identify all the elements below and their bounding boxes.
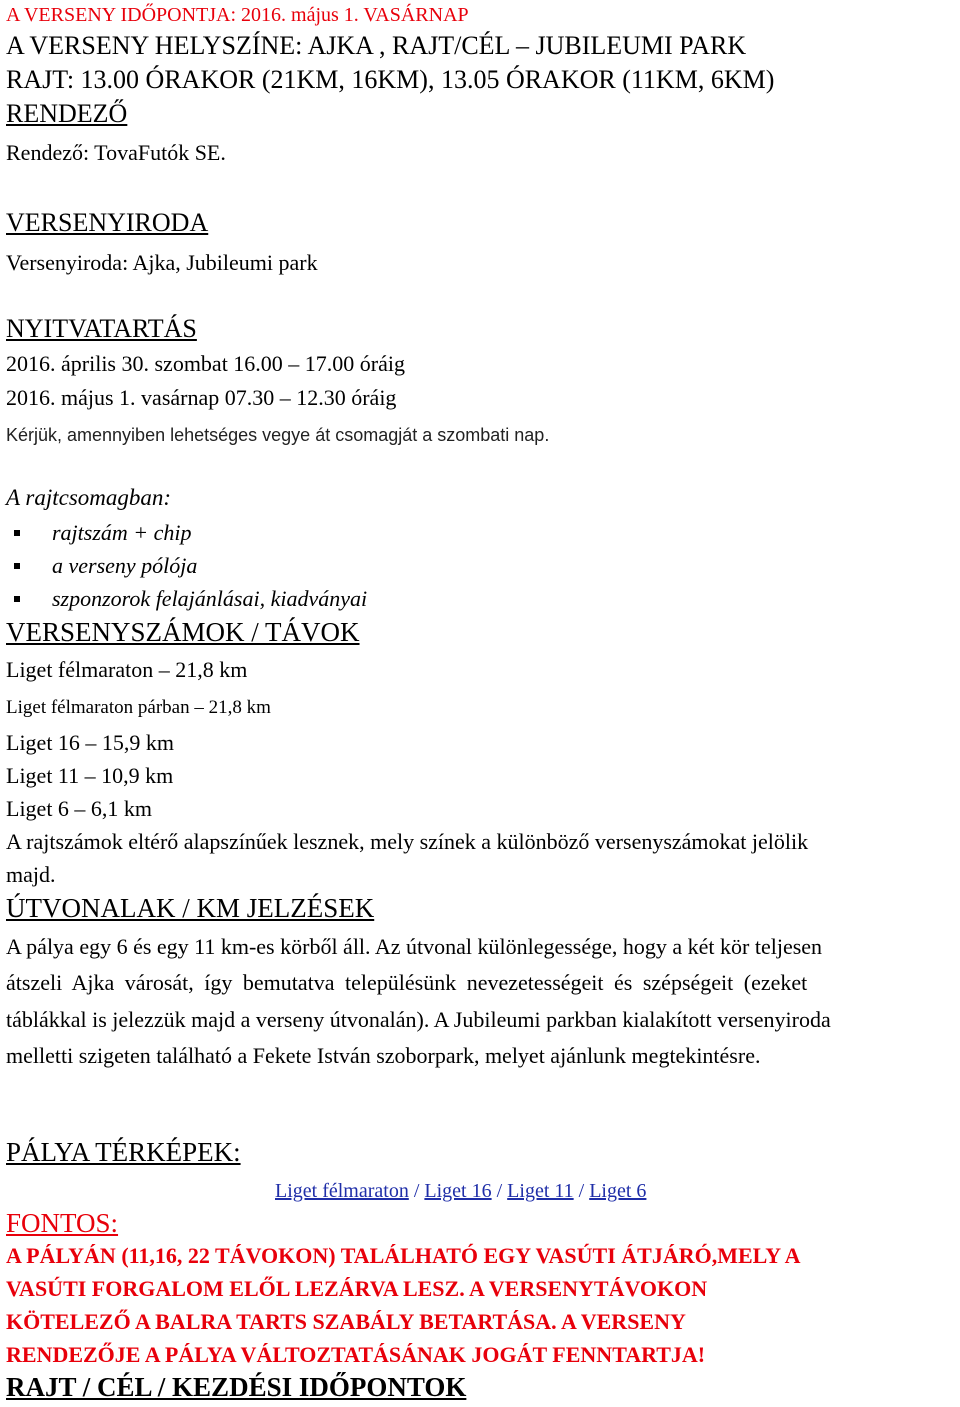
events-heading: VERSENYSZÁMOK / TÁVOK [6,617,360,647]
map-link-liget-6[interactable]: Liget 6 [589,1180,647,1202]
event-item: Liget 11 – 10,9 km [6,763,174,788]
race-location: A VERSENY HELYSZÍNE: AJKA , RAJT/CÉL – JUBILEUMI PARK [6,31,747,60]
important-line: A PÁLYÁN (11,16, 22 TÁVOKON) TALÁLHATÓ EGY VASÚTI ÁTJÁRÓ,MELY A [6,1243,801,1268]
package-title: A rajtcsomagban: [6,485,172,510]
organizer-heading: RENDEZŐ [6,99,128,128]
package-item: szponzorok felajánlásai, kiadványai [52,586,368,611]
events-note-cont: majd. [6,862,56,887]
important-heading: FONTOS: [6,1208,119,1238]
important-line: RENDEZŐJE A PÁLYA VÁLTOZTATÁSÁNAK JOGÁT FENNTARTJA! [6,1342,706,1367]
start-section-heading: RAJT / CÉL / KEZDÉSI IDŐPONTOK [6,1372,467,1402]
bullet-icon [14,596,20,602]
important-line: VASÚTI FORGALOM ELŐL LEZÁRVA LESZ. A VERSENYTÁVOKON [6,1276,708,1301]
routes-paragraph-line: A pálya egy 6 és egy 11 km-es körből áll. Az útvonal különlegessége, hogy a két kör teljesen [6,934,823,959]
routes-paragraph-line: táblákkal is jelezzük majd a verseny útvonalán). A Jubileumi parkban kialakított versenyiroda [6,1007,831,1032]
package-item: a verseny pólója [52,553,198,578]
events-note: A rajtszámok eltérő alapszínűek lesznek, mely színek a különböző versenyszámokat jelölik [6,829,809,854]
routes-heading: ÚTVONALAK / KM JELZÉSEK [6,893,375,923]
event-item: Liget félmaraton párban – 21,8 km [6,697,271,718]
event-item: Liget 6 – 6,1 km [6,796,153,821]
race-date: A VERSENY IDŐPONTJA: 2016. május 1. VASÁRNAP [6,4,469,26]
link-separator: / [496,1180,503,1202]
office-text: Versenyiroda: Ajka, Jubileumi park [6,250,318,275]
routes-paragraph-line: melletti szigeten található a Fekete István szoborpark, melyet ajánlunk megtekintésre. [6,1043,761,1068]
maps-heading: PÁLYA TÉRKÉPEK: [6,1137,241,1167]
map-link-liget-16[interactable]: Liget 16 [424,1180,492,1202]
routes-paragraph-line: átszeli Ajka városát, így bemutatva településünk nevezetességeit és szépségeit (ezeket [6,970,808,995]
map-link-half-marathon[interactable]: Liget félmaraton [275,1180,409,1202]
event-item: Liget 16 – 15,9 km [6,730,175,755]
package-item: rajtszám + chip [52,520,192,545]
opening-heading: NYITVATARTÁS [6,314,197,343]
race-start-times: RAJT: 13.00 ÓRAKOR (21KM, 16KM), 13.05 ÓRAKOR (11KM, 6KM) [6,65,775,94]
important-line: KÖTELEZŐ A BALRA TARTS SZABÁLY BETARTÁSA. A VERSENY [6,1309,686,1334]
opening-note: Kérjük, amennyiben lehetséges vegye át csomagját a szombati nap. [6,425,550,445]
opening-saturday: 2016. április 30. szombat 16.00 – 17.00 óráig [6,351,406,376]
map-link-liget-11[interactable]: Liget 11 [507,1180,574,1202]
event-item: Liget félmaraton – 21,8 km [6,657,248,682]
opening-sunday: 2016. május 1. vasárnap 07.30 – 12.30 óráig [6,385,397,410]
maps-links [275,1180,646,1203]
link-separator: / [578,1180,585,1202]
bullet-icon [14,563,20,569]
office-heading: VERSENYIRODA [6,208,209,237]
bullet-icon [14,530,20,536]
organizer-text: Rendező: TovaFutók SE. [6,140,226,165]
link-separator: / [413,1180,420,1202]
